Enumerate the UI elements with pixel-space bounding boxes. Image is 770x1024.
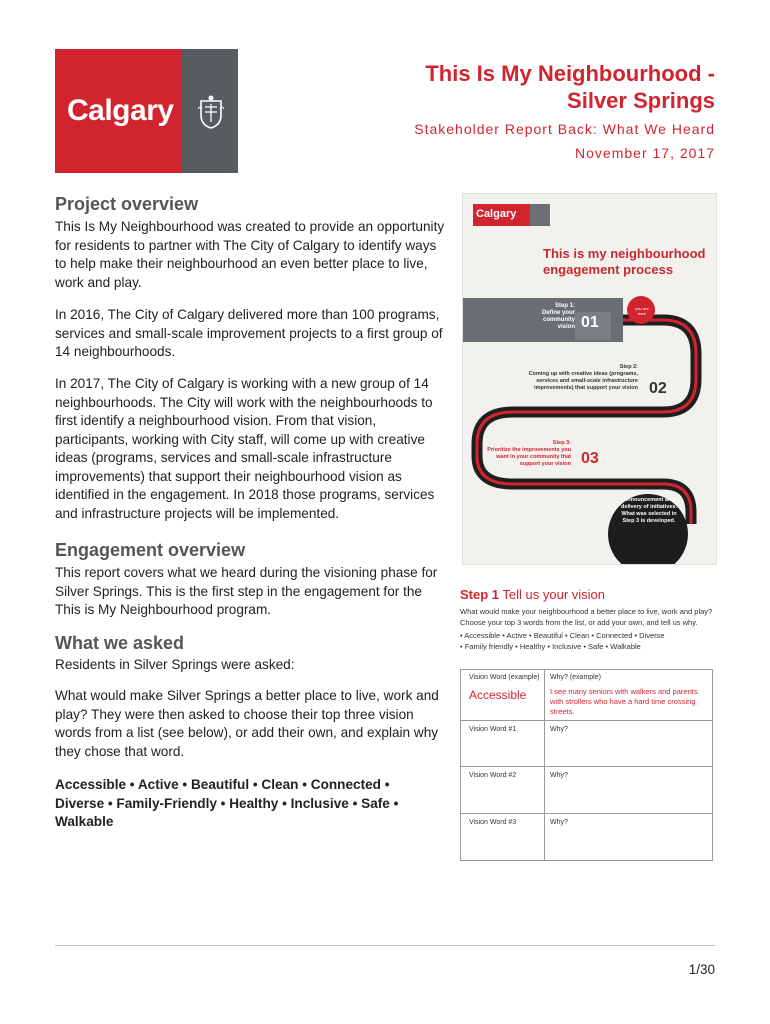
step-2-label-text: Step 2:: [619, 364, 638, 370]
title-line-2: Silver Springs: [567, 88, 715, 113]
project-overview-para-1: This Is My Neighbourhood was created to provide an opportunity for residents to partner with The City of Calgary to identify ways to help make their neighbourhood an even better place to live, work and play.: [55, 219, 445, 290]
form-line-2: Choose your top 3 words from the list, or add your own, and tell us why.: [460, 618, 698, 627]
logo-text: Calgary: [67, 94, 174, 127]
form-line-1: What would make your neighbourhood a better place to live, work and play?: [460, 607, 713, 616]
report-date: November 17, 2017: [575, 145, 715, 161]
row-why-1: Why?: [550, 726, 568, 733]
vision-words-list: Accessible • Active • Beautiful • Clean • Connected • Diverse • Family-Friendly • Healthy • Inclusive • Safe • Walkable: [55, 777, 399, 829]
footer-divider: [55, 945, 715, 946]
form-title: [460, 587, 605, 602]
step-2-number: 02: [649, 380, 667, 397]
step-1-label: [525, 303, 575, 331]
step-3-label-text: Step 3:: [552, 440, 571, 446]
step-3-number: 03: [581, 450, 599, 467]
what-we-asked-question: What would make Silver Springs a better place to live, work and play? They were then asked to choose their top three vision words from a list (see below), or add their own, and explain why they chose that word.: [55, 688, 439, 759]
step-1-number: 01: [581, 314, 599, 331]
form-words-line-1: • Accessible • Active • Beautiful • Clean • Connected • Diverse: [460, 631, 665, 640]
form-words-line-2: • Family friendly • Healthy • Inclusive • Safe • Walkable: [460, 642, 641, 651]
engagement-overview-heading: Engagement overview: [55, 540, 246, 560]
table-row-divider: [461, 813, 712, 814]
step-3-description: Prioritize the improvements you want in your community that support your vision: [487, 447, 571, 467]
step-3-label: [481, 440, 571, 468]
table-row-divider: [461, 720, 712, 721]
form-title-step: Step 1: [460, 587, 500, 602]
col-header-why: Why? (example): [550, 674, 601, 681]
project-overview-para-3: In 2017, The City of Calgary is working with a new group of 14 neighbourhoods. The City will work with the neighbourhoods to first identify a neighbourhood vision. From that vision, participants, working with City staff, will come up with creative ideas (programs, services and small-scale infrastructure improvements) that support their neighbourhood vision as identified in the engagement. In 2018 those programs, services and infrastructure projects will be implemented.: [55, 376, 435, 521]
row-vision-word-1: Vision Word #1: [469, 726, 517, 733]
calgary-logo: [55, 49, 238, 173]
example-vision-word: Accessible: [469, 688, 527, 702]
table-column-divider: [544, 670, 545, 860]
example-why-text: I see many seniors with walkers and parents with strollers who have a hard time crossing streets.: [550, 687, 698, 716]
project-overview-para-2: In 2016, The City of Calgary delivered more than 100 programs, services and small-scale improvement projects to a first group of 14 neighbourhoods.: [55, 307, 443, 359]
form-title-text: Tell us your vision: [502, 587, 606, 602]
engagement-process-graphic: [462, 193, 717, 565]
row-vision-word-2: Vision Word #2: [469, 772, 517, 779]
col-header-vision-word: Vision Word (example): [469, 674, 540, 681]
graphic-title: This is my neighbourhood engagement process: [543, 246, 706, 277]
crest-icon: [198, 95, 224, 129]
page-number: 1/30: [688, 962, 715, 977]
step-2-description: Coming up with creative ideas (programs, services and small-scale infrastructure improvements) that support your vision: [528, 371, 638, 391]
vision-word-table: [460, 669, 713, 861]
step-2-label: [513, 364, 638, 392]
project-overview-heading: Project overview: [55, 194, 199, 214]
row-why-2: Why?: [550, 772, 568, 779]
report-subtitle: Stakeholder Report Back: What We Heard: [414, 121, 715, 137]
report-title: [355, 60, 715, 114]
row-why-3: Why?: [550, 819, 568, 826]
final-stage-text: Announcement and delivery of initiatives. What was selected in Step 3 is developed.: [621, 497, 677, 524]
step-1-label-text: Step 1:: [554, 303, 575, 309]
badge-text: you are here: [635, 306, 649, 316]
step-1-description: Define your community vision: [541, 310, 575, 330]
what-we-asked-heading: What we asked: [55, 633, 185, 653]
what-we-asked-intro: Residents in Silver Springs were asked:: [55, 657, 295, 672]
engagement-overview-para: This report covers what we heard during the visioning phase for Silver Springs. This is the first step in the engagement for the This is My Neighbourhood program.: [55, 565, 438, 617]
step-1-vision-form: [460, 585, 715, 865]
table-row-divider: [461, 766, 712, 767]
row-vision-word-3: Vision Word #3: [469, 819, 517, 826]
title-line-1: This Is My Neighbourhood -: [425, 61, 715, 86]
graphic-logo-text: Calgary: [476, 208, 517, 220]
